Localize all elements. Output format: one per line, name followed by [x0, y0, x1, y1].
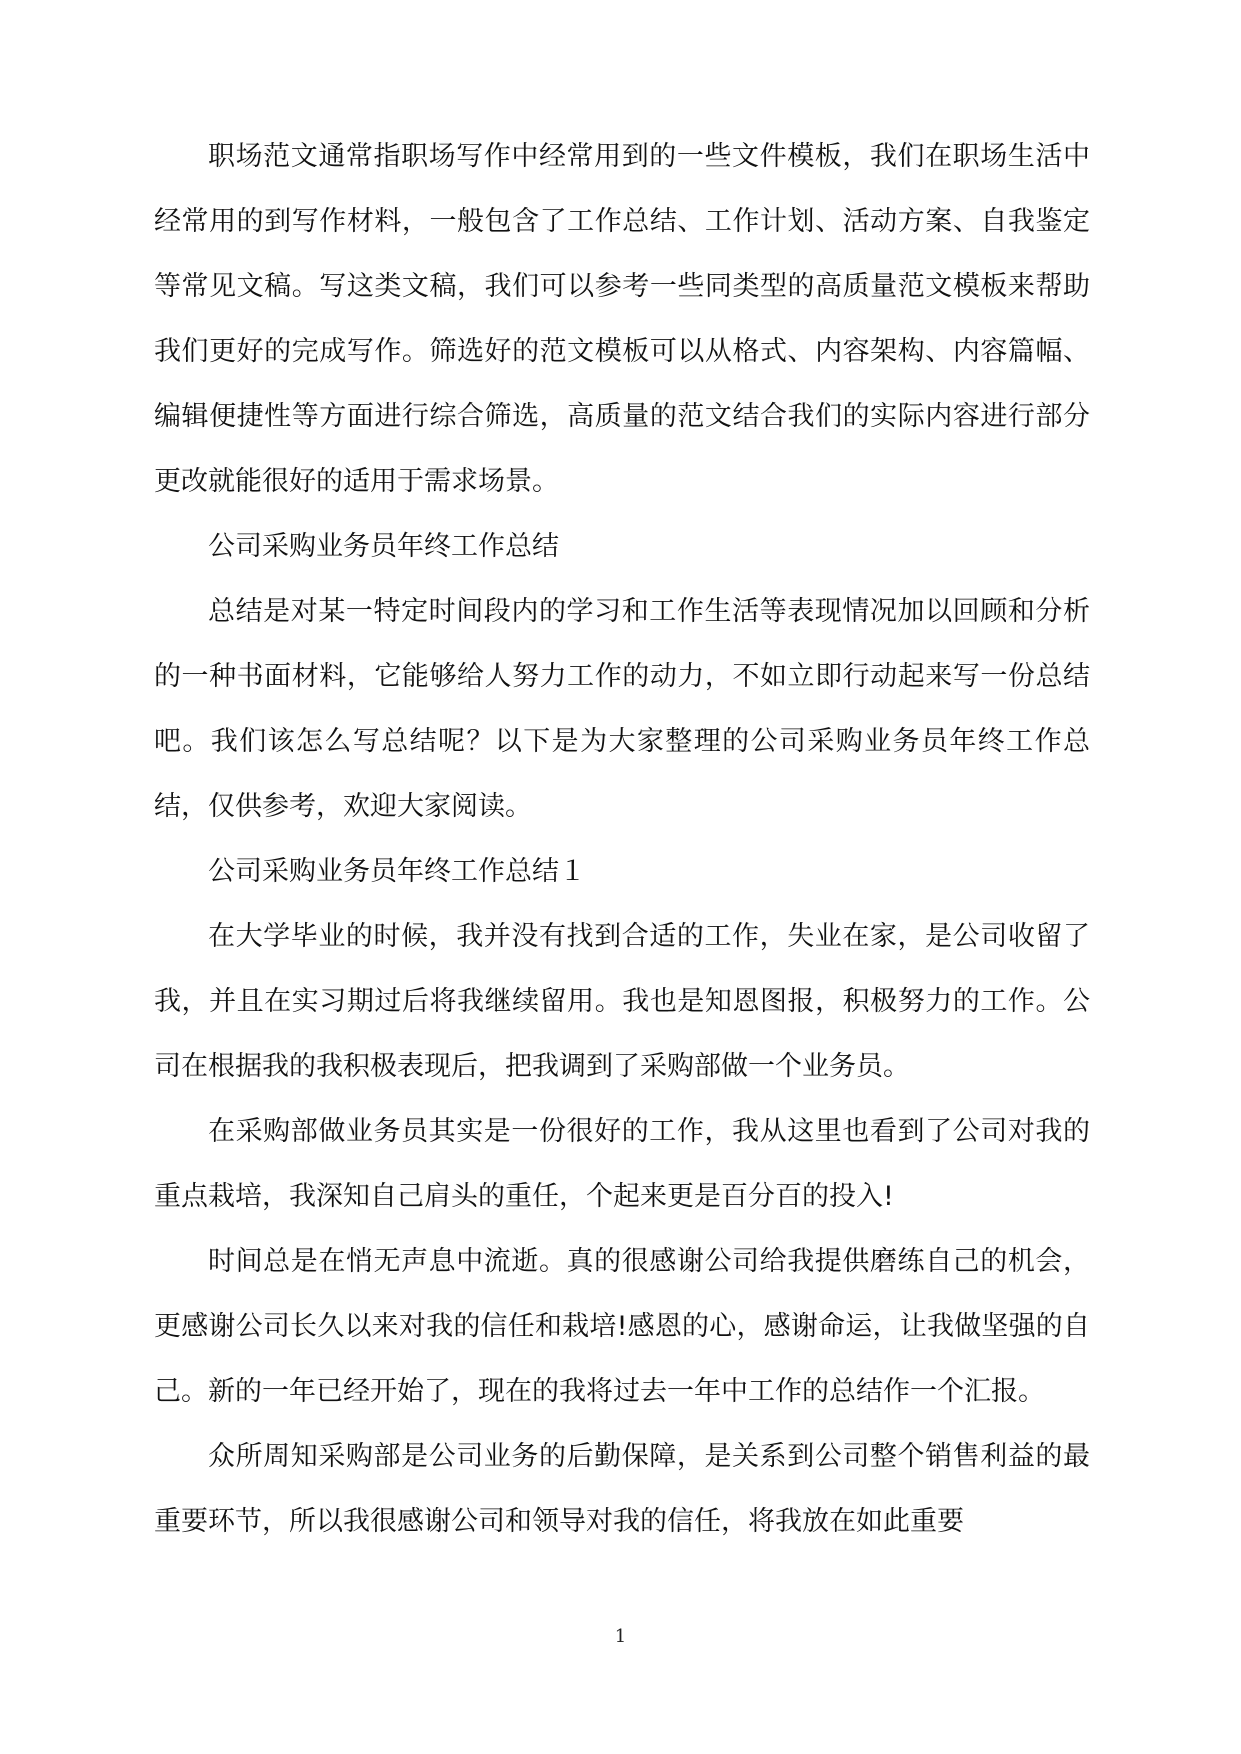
- document-title: 公司采购业务员年终工作总结: [208, 531, 559, 562]
- intro-paragraph: 职场范文通常指职场写作中经常用到的一些文件模板，我们在职场生活中经常用的到写作材料，一般包含了工作总结、工作计划、活动方案、自我鉴定等常见文稿。写这类文稿，我们可以参考一些同类型的高质量范文模板来帮助我们更好的完成写作。筛选好的范文模板可以从格式、内容架构、内容篇幅、编辑便捷性等方面进行综合筛选，高质量的范文结合我们的实际内容进行部分更改就能很好的适用于需求场景。: [154, 141, 1090, 497]
- body-paragraph-1: 在大学毕业的时候，我并没有找到合适的工作，失业在家，是公司收留了我，并且在实习期过后将我继续留用。我也是知恩图报，积极努力的工作。公司在根据我的我积极表现后，把我调到了采购部做一个业务员。: [154, 921, 1090, 1082]
- document-body: [154, 124, 1090, 1554]
- body-paragraph-2: 在采购部做业务员其实是一份很好的工作，我从这里也看到了公司对我的重点栽培，我深知自己肩头的重任，个起来更是百分百的投入!: [154, 1116, 1090, 1212]
- summary-paragraph: 总结是对某一特定时间段内的学习和工作生活等表现情况加以回顾和分析的一种书面材料，它能够给人努力工作的动力，不如立即行动起来写一份总结吧。我们该怎么写总结呢？以下是为大家整理的公司采购业务员年终工作总结，仅供参考，欢迎大家阅读。: [154, 596, 1090, 822]
- page-number: 1: [614, 1626, 627, 1647]
- body-paragraph-4: 众所周知采购部是公司业务的后勤保障，是关系到公司整个销售利益的最重要环节，所以我很感谢公司和领导对我的信任，将我放在如此重要: [154, 1441, 1090, 1537]
- section-heading-1: 公司采购业务员年终工作总结１: [208, 856, 586, 887]
- body-paragraph-3: 时间总是在悄无声息中流逝。真的很感谢公司给我提供磨练自己的机会，更感谢公司长久以来对我的信任和栽培!感恩的心，感谢命运，让我做坚强的自己。新的一年已经开始了，现在的我将过去一年中工作的总结作一个汇报。: [154, 1246, 1090, 1407]
